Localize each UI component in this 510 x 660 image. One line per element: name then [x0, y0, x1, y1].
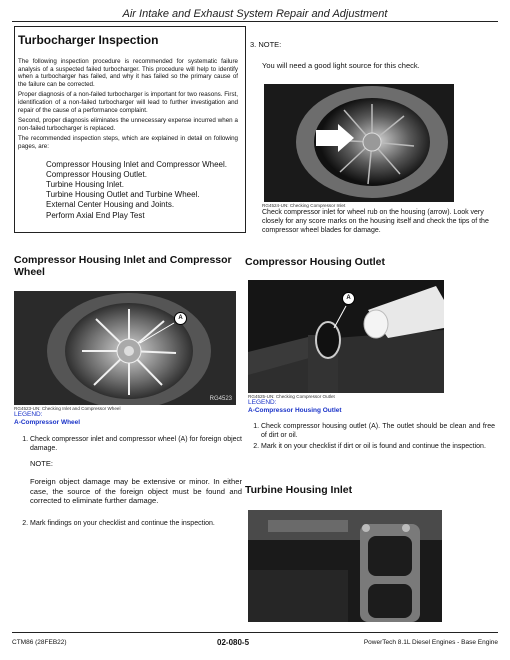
- compressor-outlet-section: [245, 256, 495, 455]
- legend-item: A-Compressor Wheel: [14, 418, 81, 426]
- compressor-inlet-steps-2: [14, 520, 242, 529]
- photo-caption: RG4525-UN: Checking Compressor Outlet: [248, 394, 335, 399]
- page-header: [12, 4, 498, 22]
- legend-item: A-Compressor Housing Outlet: [248, 406, 342, 414]
- photo-caption: RG4523-UN: Checking Inlet and Compressor Wheel: [14, 406, 121, 411]
- step-item: Compressor Housing Inlet and Compressor Wheel.: [46, 159, 227, 169]
- step-item: 1. Check compressor inlet and compressor wheel (A) for foreign object damage.: [30, 436, 242, 453]
- compressor-outlet-steps: [245, 423, 495, 452]
- step3-note-label: 3. NOTE:: [250, 40, 282, 49]
- footer-doc-id: CTM86 (28FEB22): [12, 639, 67, 646]
- page-footer: [12, 632, 498, 655]
- compressor-inlet-title: Compressor Housing Inlet and Compressor Wheel: [14, 254, 232, 278]
- step-item: External Center Housing and Joints.: [46, 200, 175, 210]
- inspection-paragraph: Proper diagnosis of a non-failed turbocharger is important for two reasons. First, identification of a non-failed turbocharger will lead to further investigation and repair of the cause of a performance complaint.: [18, 91, 238, 114]
- step3-note-text: You will need a good light source for this check.: [262, 61, 420, 70]
- step-item: 1. Check compressor housing outlet (A). The outlet should be clean and free of dirt or oil.: [261, 423, 495, 440]
- inspection-paragraph: The following inspection procedure is recommended for systematic failure analysis of a suspected failed turbocharger. This procedure will help to identify when a turbocharger has failed, and why it has failed so the primary cause of the failure can be corrected.: [18, 58, 238, 88]
- compressor-outlet-photo: [248, 280, 444, 393]
- step3-section: [250, 40, 498, 235]
- compressor-outlet-title: Compressor Housing Outlet: [245, 256, 386, 268]
- photo-tag: RG4523: [209, 396, 232, 402]
- note-text: Foreign object damage may be extensive or minor. In either case, the source of the foreign object must be found and corrected to eliminate further damage.: [30, 477, 242, 506]
- inspection-body: [18, 58, 238, 221]
- compressor-inlet-photo: [264, 84, 454, 202]
- turbine-inlet-title: Turbine Housing Inlet: [245, 484, 353, 496]
- step-item: Turbine Housing Inlet.: [46, 179, 124, 189]
- inspection-paragraph: Second, proper diagnosis eliminates the unnecessary expense incurred when a non-failed turbocharger is replaced.: [18, 117, 238, 132]
- step-item: 2. Mark findings on your checklist and continue the inspection.: [30, 520, 242, 529]
- step-item: Turbine Housing Outlet and Turbine Wheel.: [46, 190, 200, 200]
- compressor-inlet-image: [264, 84, 454, 202]
- turbine-inlet-section: [245, 484, 495, 622]
- left-column: [14, 33, 242, 221]
- compressor-wheel-photo: [14, 291, 236, 405]
- compressor-inlet-section: [14, 254, 242, 531]
- header-title: Air Intake and Exhaust System Repair and Adjustment: [122, 8, 388, 20]
- step3-text: Check compressor inlet for wheel rub on the housing (arrow). Look very closely for any score marks on the housing itself and check the tips of the compressor wheel blades for damage.: [262, 209, 489, 234]
- footer-page-number: 02-080-5: [217, 638, 250, 647]
- inspection-title: Turbocharger Inspection: [18, 33, 159, 47]
- note-label: NOTE:: [30, 459, 53, 469]
- step-item: 2. Mark it on your checklist if dirt or oil is found and continue the inspection.: [261, 443, 495, 452]
- callout-a: A: [342, 292, 355, 305]
- photo-caption: RG4524-UN: Checking Compressor Inlet: [262, 203, 346, 208]
- compressor-inlet-steps: [14, 436, 242, 453]
- inspection-paragraph: The recommended inspection steps, which are explained in detail on following pages, are:: [18, 135, 238, 150]
- footer-manual-title: PowerTech 8.1L Diesel Engines - Base Engine: [363, 639, 498, 646]
- legend-label: LEGEND:: [14, 411, 43, 418]
- step-item: Compressor Housing Outlet.: [46, 169, 147, 179]
- callout-a: A: [174, 312, 187, 325]
- compressor-wheel-image: [14, 291, 236, 405]
- turbine-inlet-image: [248, 510, 442, 622]
- legend-label: LEGEND:: [248, 399, 277, 406]
- step-item: Perform Axial End Play Test: [46, 210, 145, 220]
- inspection-steps: [18, 160, 238, 221]
- turbine-inlet-photo: [248, 510, 442, 622]
